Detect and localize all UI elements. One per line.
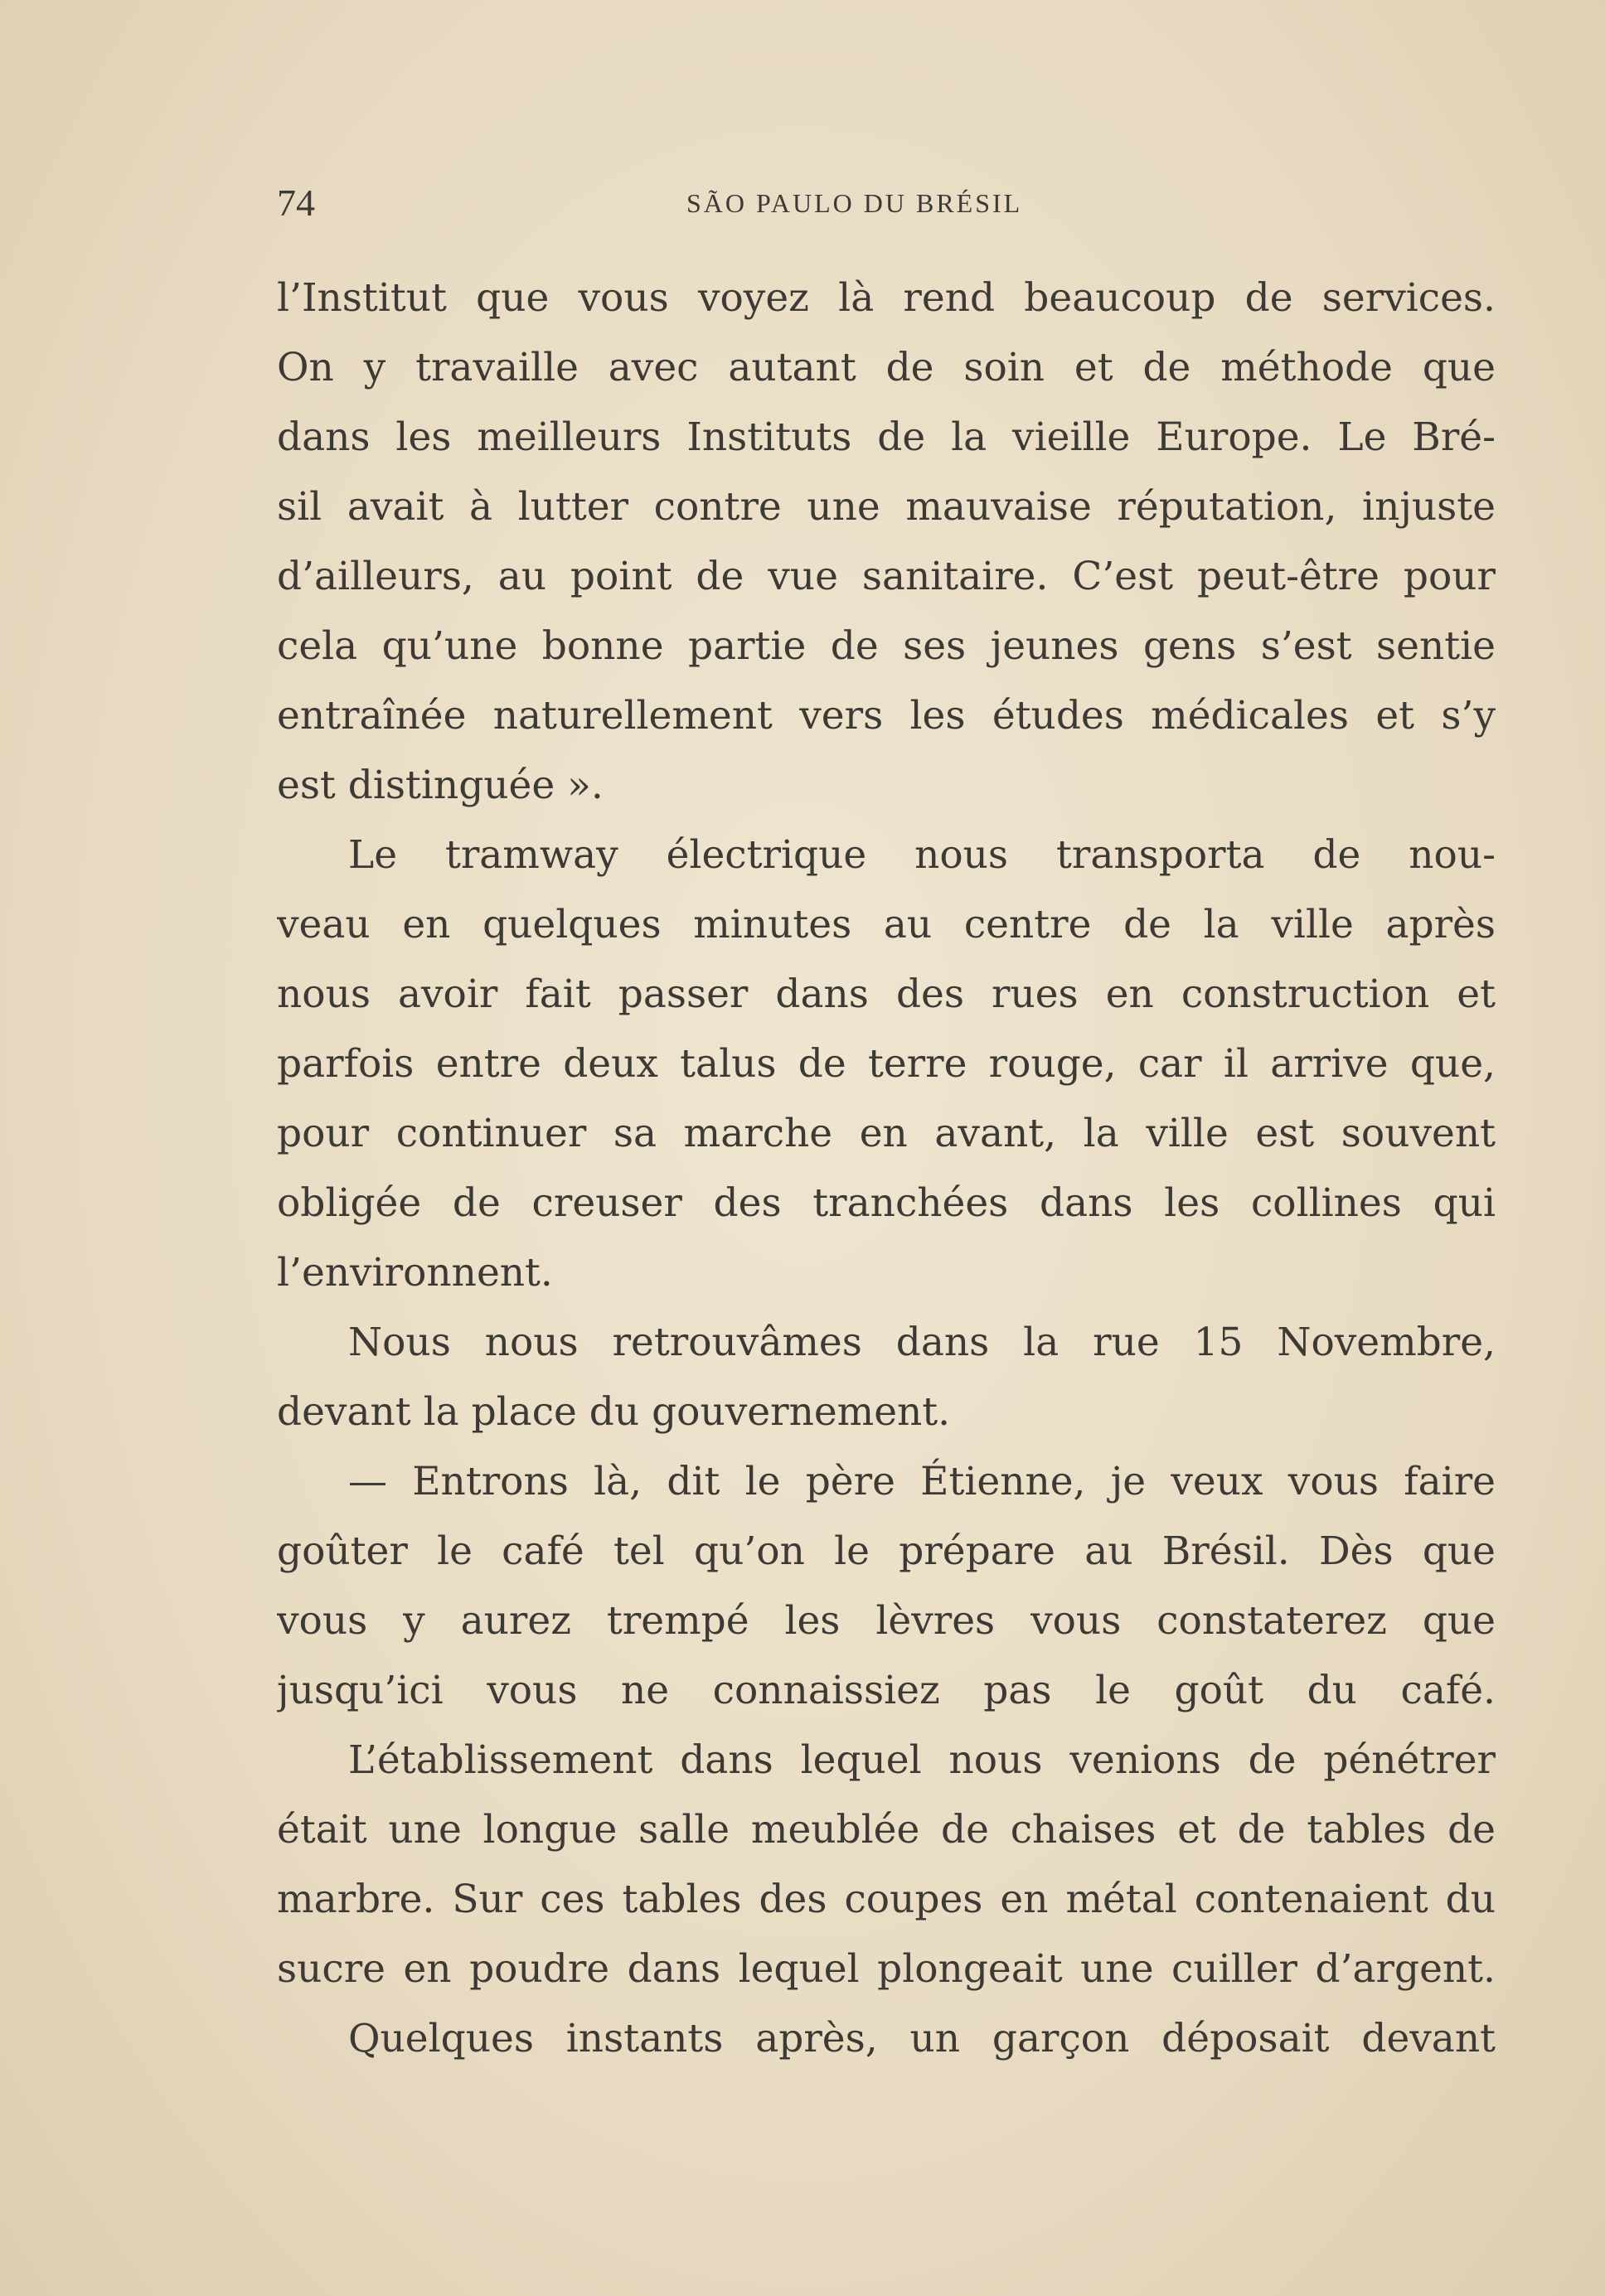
text-line: goûter le café tel qu’on le prépare au Brésil. Dès que xyxy=(277,1528,1496,1574)
body-text xyxy=(277,264,1496,2074)
text-line: dans les meilleurs Instituts de la vieille Europe. Le Bré- xyxy=(277,414,1496,460)
text-line: vous y aurez trempé les lèvres vous constaterez que xyxy=(277,1598,1496,1644)
text-line: pour continuer sa marche en avant, la ville est souvent xyxy=(277,1111,1496,1156)
text-line: parfois entre deux talus de terre rouge, car il arrive que, xyxy=(277,1041,1496,1087)
text-line: nous avoir fait passer dans des rues en construction et xyxy=(277,971,1496,1017)
text-line: — Entrons là, dit le père Étienne, je veux vous faire xyxy=(348,1459,1496,1504)
text-line: On y travaille avec autant de soin et de méthode que xyxy=(277,345,1496,390)
text-line: devant la place du gouvernement. xyxy=(277,1389,951,1435)
text-line: Nous nous retrouvâmes dans la rue 15 Novembre, xyxy=(348,1320,1496,1365)
text-line: est distinguée ». xyxy=(277,763,604,808)
text-line: Quelques instants après, un garçon déposait devant xyxy=(348,2016,1496,2061)
text-line: cela qu’une bonne partie de ses jeunes gens s’est sentie xyxy=(277,623,1496,669)
text-line: l’Institut que vous voyez là rend beaucoup de services. xyxy=(277,275,1496,321)
text-line: obligée de creuser des tranchées dans les collines qui xyxy=(277,1180,1496,1226)
text-line: marbre. Sur ces tables des coupes en métal contenaient du xyxy=(277,1877,1496,1922)
text-line: entraînée naturellement vers les études médicales et s’y xyxy=(277,693,1496,739)
running-head xyxy=(277,178,1496,228)
running-title: SÃO PAULO DU BRÉSIL xyxy=(686,188,1023,218)
text-line: Le tramway électrique nous transporta de nou- xyxy=(348,832,1496,878)
text-line: d’ailleurs, au point de vue sanitaire. C’est peut-être pour xyxy=(277,554,1496,599)
text-line: sil avait à lutter contre une mauvaise réputation, injuste xyxy=(277,484,1496,530)
text-line: veau en quelques minutes au centre de la ville après xyxy=(277,902,1496,947)
text-line: L’établissement dans lequel nous venions de pénétrer xyxy=(348,1737,1496,1783)
text-line: était une longue salle meublée de chaises et de tables de xyxy=(277,1807,1496,1853)
text-line: l’environnent. xyxy=(277,1250,553,1296)
page-number: 74 xyxy=(277,182,315,224)
text-line: jusqu’ici vous ne connaissiez pas le goût du café. xyxy=(277,1668,1496,1713)
text-line: sucre en poudre dans lequel plongeait une cuiller d’argent. xyxy=(277,1946,1496,1992)
